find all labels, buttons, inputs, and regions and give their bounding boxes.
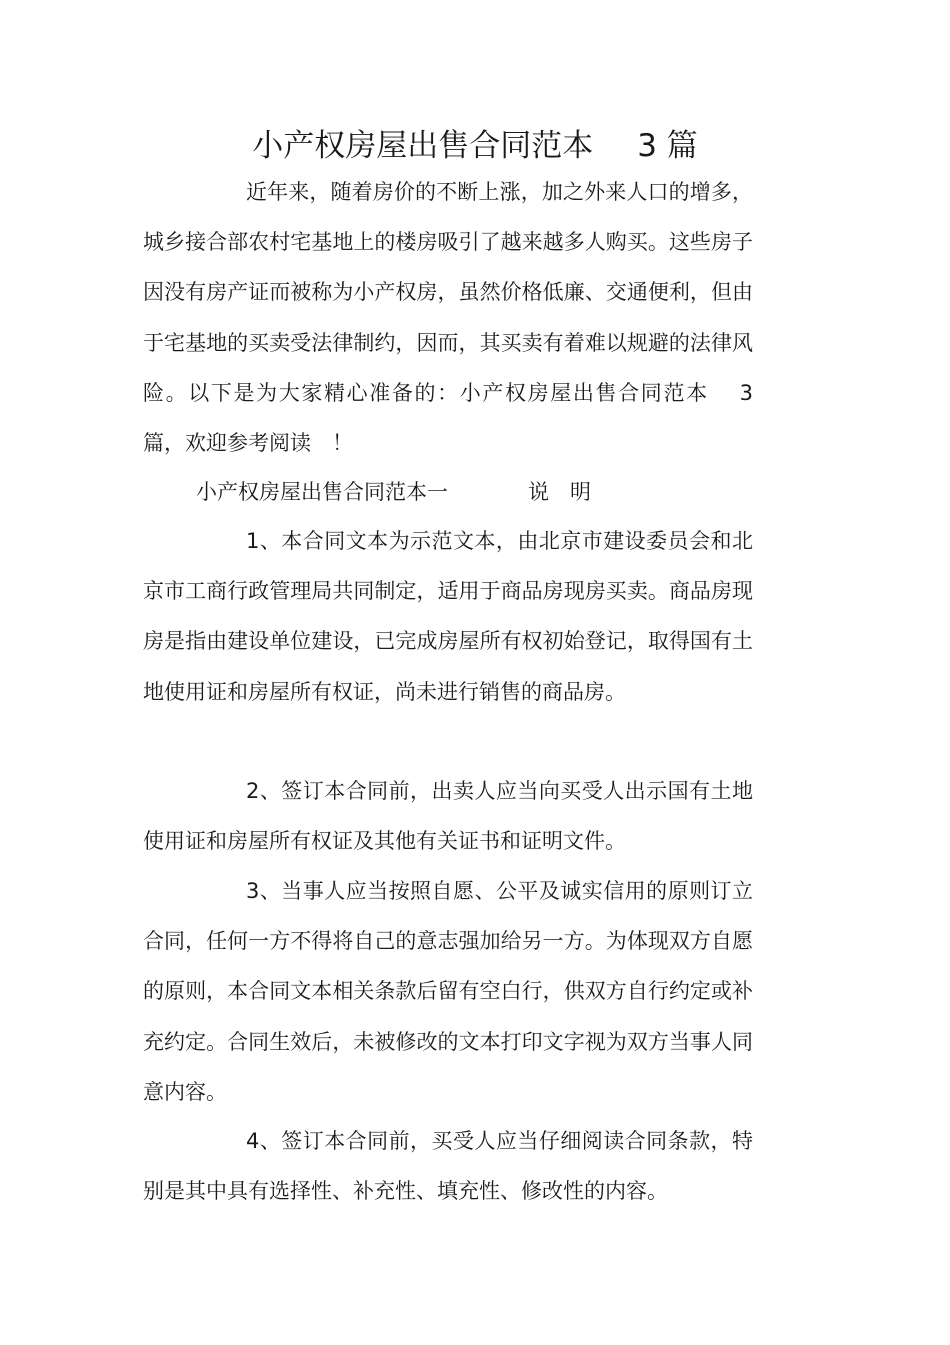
title-main: 小产权房屋出售合同范本 (252, 128, 594, 164)
document-title (0, 124, 950, 168)
section-title: 小产权房屋出售合同范本一 (196, 480, 448, 504)
item-3-paragraph: 3、当事人应当按照自愿、公平及诚实信用的原则订立合同，任何一方不得将自己的意志强加给另一方。为体现双方自愿的原则，本合同文本相关条款后留有空白行，供双方自行约定或补充约定。合同生效后，未被修改的文本打印文字视为双方当事人同意内容。 (143, 879, 753, 1104)
item-2-paragraph: 2、签订本合同前，出卖人应当向买受人出示国有土地使用证和房屋所有权证及其他有关证书和证明文件。 (143, 779, 753, 854)
section-heading (196, 467, 591, 517)
item-1-paragraph: 1、本合同文本为示范文本，由北京市建设委员会和北京市工商行政管理局共同制定，适用于商品房现房买卖。商品房现房是指由建设单位建设，已完成房屋所有权初始登记，取得国有土地使用证和房屋所有权证，尚未进行销售的商品房。 (143, 529, 753, 704)
item-4-paragraph: 4、签订本合同前，买受人应当仔细阅读合同条款，特别是其中具有选择性、补充性、填充性、修改性的内容。 (143, 1129, 753, 1204)
intro-paragraph: 近年来，随着房价的不断上涨，加之外来人口的增多，城乡接合部农村宅基地上的楼房吸引了越来越多人购买。这些房子因没有房产证而被称为小产权房，虽然价格低廉、交通便利，但由于宅基地的买卖受法律制约，因而，其买卖有着难以规避的法律风险。以下是为大家精心准备的：小产权房屋出售合同范本 3 篇，欢迎参考阅读 ！ (143, 180, 753, 456)
title-suffix: 3 篇 (637, 128, 698, 164)
section-label: 说 明 (528, 480, 591, 504)
